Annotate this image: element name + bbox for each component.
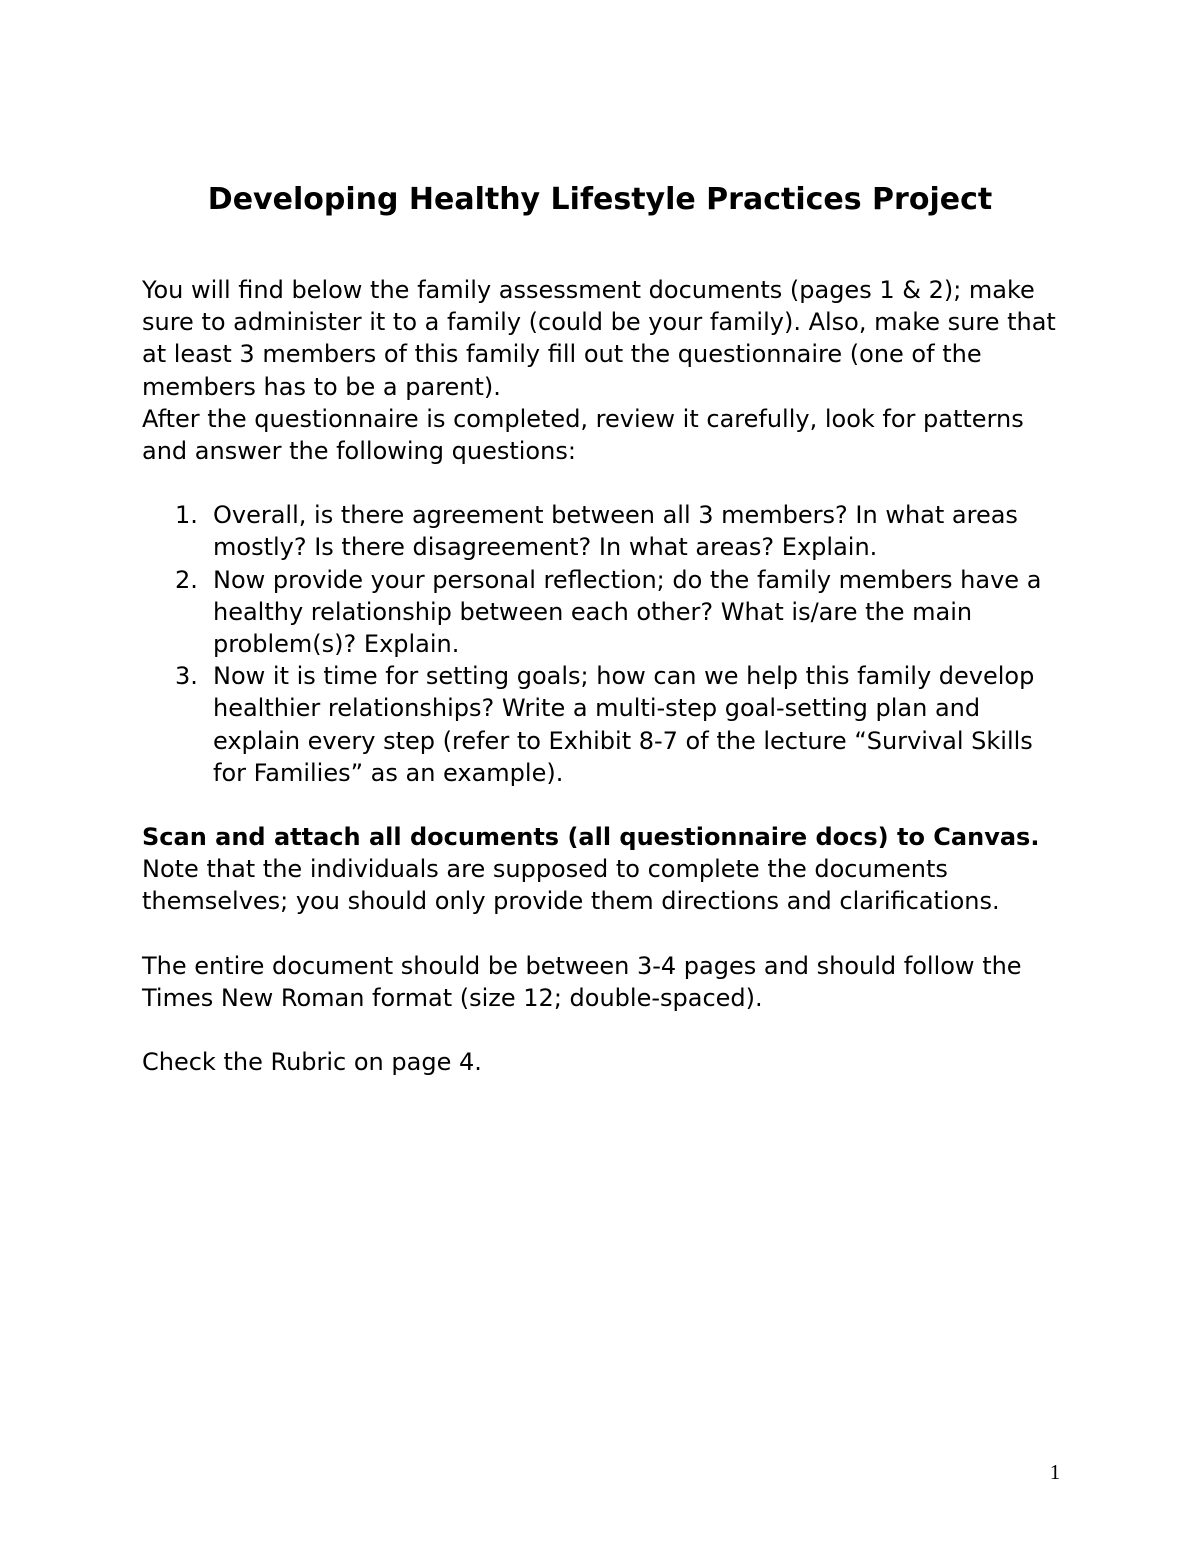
question-text: Now it is time for setting goals; how can we help this family develop healthier relationships? Write a multi-step goal-setting plan and explain every step (refer to Exhibit 8-7 of the lecture “Survival Skills for Families” as an example). — [213, 662, 1035, 787]
rubric-note: Check the Rubric on page 4. — [142, 1048, 482, 1077]
intro-paragraph: You will find below the family assessment documents (pages 1 & 2); make sure to administer it to a family (could be your family). Also, make sure that at least 3 members of this family fill out the questionnaire (one of the members has to be a parent). — [142, 276, 1056, 401]
question-number: 3. — [175, 662, 198, 691]
question-text: Now provide your personal reflection; do the family members have a healthy relationship between each other? What is/are the main problem(s)? Explain. — [213, 565, 1042, 659]
instructions-paragraph: After the questionnaire is completed, review it carefully, look for patterns and answer the following questions: — [142, 404, 1024, 466]
page-number: 1 — [1049, 1460, 1061, 1484]
question-item — [142, 660, 1072, 789]
document-title: Developing Healthy Lifestyle Practices Project — [207, 182, 993, 217]
spacer — [142, 918, 1072, 950]
question-number: 2. — [175, 565, 198, 594]
scan-instruction: Scan and attach all documents (all questionnaire docs) to Canvas. — [142, 823, 1040, 852]
question-text: Overall, is there agreement between all 3 members? In what areas mostly? Is there disagreement? In what areas? Explain. — [213, 501, 1018, 562]
spacer — [142, 467, 1072, 499]
questions-list — [142, 499, 1072, 789]
note-paragraph: Note that the individuals are supposed to complete the documents themselves; you should only provide them directions and clarifications. — [142, 855, 1000, 916]
question-item — [142, 499, 1072, 563]
document-body — [142, 274, 1072, 1078]
length-requirement: The entire document should be between 3-4 pages and should follow the Times New Roman format (size 12; double-spaced). — [142, 951, 1022, 1012]
spacer — [142, 789, 1072, 821]
spacer — [142, 1014, 1072, 1046]
question-number: 1. — [175, 501, 198, 530]
question-item — [142, 564, 1072, 661]
